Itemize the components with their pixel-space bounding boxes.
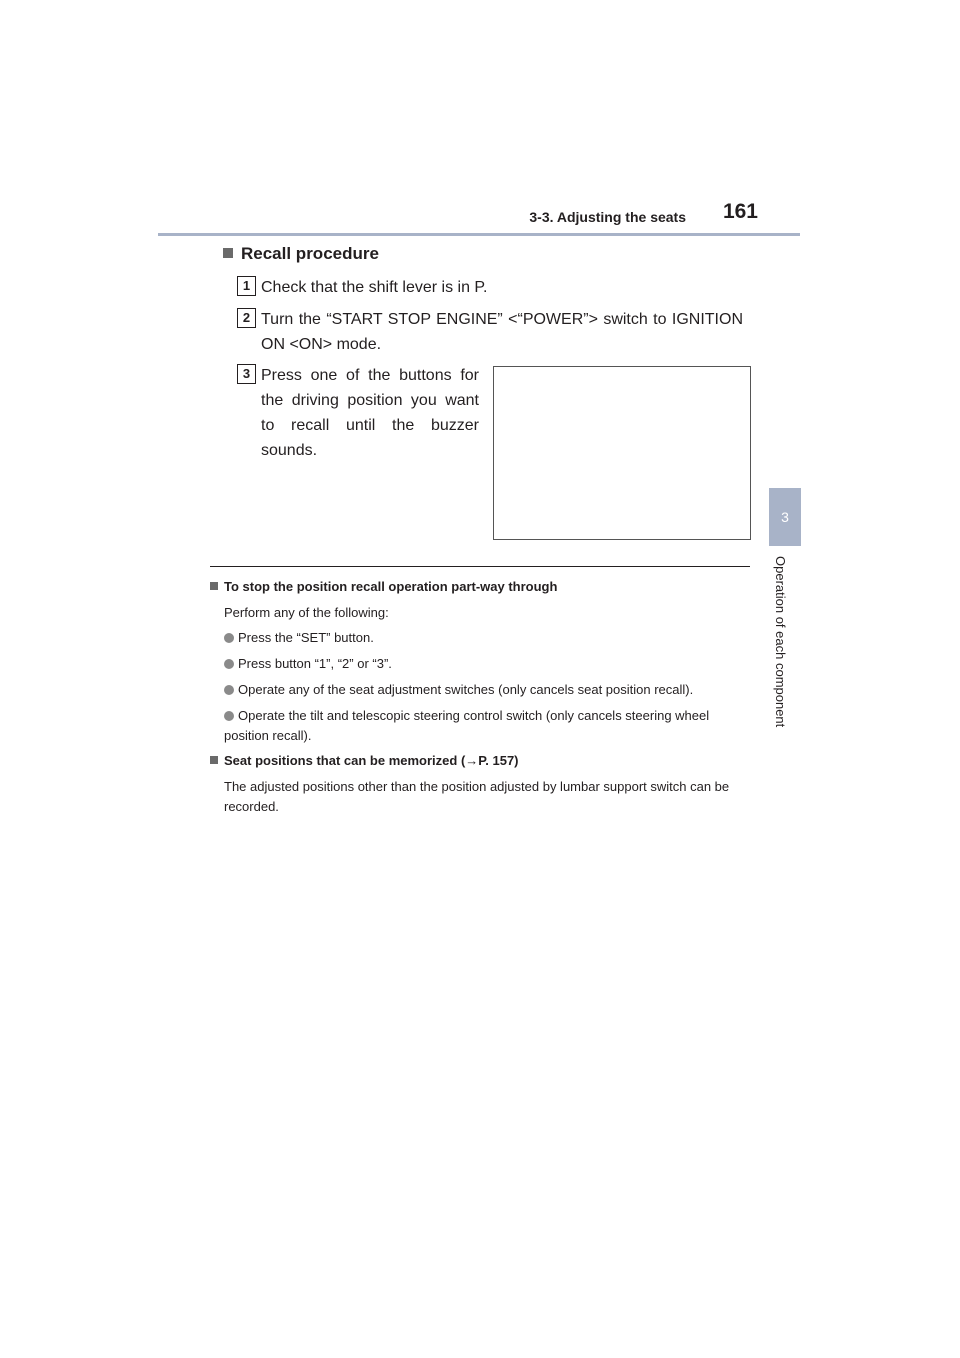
step-number-1: 1 bbox=[237, 276, 256, 296]
list-item: Operate any of the seat adjustment switches (only cancels seat position recall). bbox=[224, 680, 750, 700]
bullet-dot-icon bbox=[224, 685, 234, 695]
step-text-3: Press one of the buttons for the driving position you want to recall until the buzzer sounds. bbox=[261, 367, 479, 459]
step-text-1: Check that the shift lever is in P. bbox=[261, 279, 488, 296]
page-number: 161 bbox=[722, 200, 758, 223]
recall-heading: Recall procedure bbox=[223, 244, 379, 264]
chapter-tab bbox=[769, 488, 801, 546]
list-item: Press button “1”, “2” or “3”. bbox=[224, 654, 750, 674]
square-bullet-icon bbox=[223, 248, 233, 258]
step-number-2: 2 bbox=[237, 308, 256, 328]
notes-divider bbox=[210, 566, 750, 567]
bullet-dot-icon bbox=[224, 711, 234, 721]
bullet-dot-icon bbox=[224, 633, 234, 643]
step-number-3: 3 bbox=[237, 364, 256, 384]
illustration-frame bbox=[493, 366, 751, 540]
bullet-dot-icon bbox=[224, 659, 234, 669]
square-bullet-icon bbox=[210, 582, 218, 590]
note-memorized-heading: Seat positions that can be memorized (→P. 157) bbox=[210, 753, 519, 768]
section-title: 3-3. Adjusting the seats bbox=[529, 209, 686, 225]
step-text-2: Turn the “START STOP ENGINE” <“POWER”> switch to IGNITION ON <ON> mode. bbox=[261, 311, 743, 353]
note-stop-heading: To stop the position recall operation part-way through bbox=[210, 579, 557, 594]
chapter-label: Operation of each component bbox=[773, 556, 788, 728]
header-rule bbox=[158, 233, 800, 236]
square-bullet-icon bbox=[210, 756, 218, 764]
note-memorized-body: The adjusted positions other than the position adjusted by lumbar support switch can be recorded. bbox=[224, 779, 730, 814]
list-item: Operate the tilt and telescopic steering control switch (only cancels steering wheel position recall). bbox=[224, 708, 710, 743]
page-header bbox=[158, 200, 800, 236]
note-stop-intro: Perform any of the following: bbox=[224, 605, 389, 620]
chapter-number: 3 bbox=[781, 509, 789, 525]
list-item: Press the “SET” button. bbox=[224, 628, 750, 648]
